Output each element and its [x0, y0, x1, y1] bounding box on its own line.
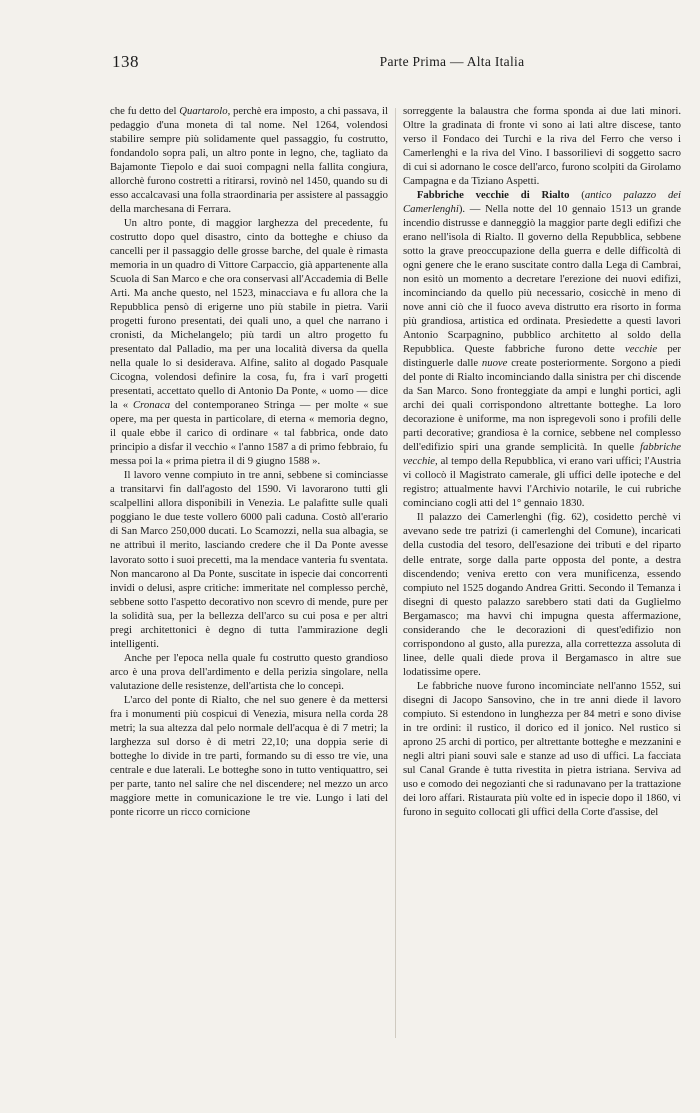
running-title: Parte Prima — Alta Italia: [379, 54, 525, 69]
column-divider: [395, 108, 396, 1038]
text-run: , perchè era imposto, a chi passava, il pedaggio d'una moneta di tal nome. Nel 1264, volendosi stabilire sempre più solidamente quel passaggio, fu costrutto, fondandolo sopra pali, un altro ponte in legno, che, tagliato da Bajamonte Tiepolo e dai suoi compagni nella fallita congiura, allorchè furono costretti a ritirarsi, rovinò nel 1450, quando su di esso accalcavasi una folla straordinaria per assistere al passaggio della marchesana di Ferrara.: [110, 105, 388, 216]
paragraph: [110, 468, 388, 650]
text-run: Il lavoro venne compiuto in tre anni, sebbene si cominciasse a transitarvi fin dall'agosto del 1590. Vi lavorarono tutti gli scalpellini allora disponibili in Venezia. Le palafitte sulle quali poggiano le due teste vollero 6000 pali caduna. Costò all'erario di San Marco 250,000 ducati. Lo Scamozzi, nella sua albagia, se ne attribuì il merito, lasciando credere che il Da Ponte avesse lavorato sotto i suoi precetti, ma la mendace vanteria fu sventata. Non mancarono al Da Ponte, suscitate in ispecie dai concorrenti invidi o delusi, aspre critiche: immeritate nel complesso perchè, sebbene sotto l'aspetto decorativo non scevro di mende, pure per la solidità sua, per la bellezza dell'arco su cui posa e per altri pregi architettonici è degno di tutta l'ammirazione degli intelligenti.: [110, 469, 388, 650]
page-number: 138: [112, 52, 139, 71]
text-run: create posteriormente. Sorgono a piedi del ponte di Rialto incominciando dalla sinistra per chi discende da San Marco. Sono fronteggiate da ampi e lunghi portici, agli archi dei quali corrispondono altrettante botteghe. La loro decorazione è uniforme, ma non ispregevoli sono i profili delle parti decorative; grandiosa è la cornice, sebbene nel complesso dell'edifizio spiri una grande semplicità. In quelle: [403, 357, 681, 454]
paragraph: [110, 651, 388, 693]
text-run: Le fabbriche nuove furono incominciate nell'anno 1552, sui disegni di Jacopo Sansovino, che in tre anni diede il lavoro compiuto. Si estendono in lunghezza per 84 metri e sono divise in tre ordini: il rustico, il dorico ed il jonico. Nel rustico si aprono 25 archi di portico, per altrettante botteghe e mezzanini e negli altri piani souvi sale e stanze ad uso di uffici. La facciata sul Canal Grande è tutta rivestita in pietra istriana. Serviva ad uso e comodo dei negozianti che si radunavano per la trattazione dei loro affari. Ristaurata più volte ed in ispecie dopo il 1860, vi furono in seguito collocati gli uffici della Corte d'assise, del: [403, 679, 681, 818]
italic-text: Cronaca: [133, 399, 171, 412]
italic-text: vecchie: [625, 343, 658, 356]
text-run: L'arco del ponte di Rialto, che nel suo genere è da mettersi fra i monumenti più cospicui di Venezia, misura nella corda 28 metri; la sua altezza dal pelo normale dell'acqua è di 7 metri; la larghezza sul dorso è di metri 22,10; una doppia serie di botteghe lo divide in tre parti, formando su di esso tre vie, una centrale e due laterali. Le botteghe sono in tutto ventiquattro, sei per parte, tanto nel salire che nel discendere; nel mezzo un arco maggiore mette in comunicazione le tre vie. Lungo i lati del ponte ricorre un ricco cornicione: [110, 693, 388, 818]
paragraph: [403, 510, 681, 678]
text-run: sorreggente la balaustra che forma sponda ai due lati minori. Oltre la gradinata di fronte vi sono ai lati altre discese, tanto verso il Fondaco dei Turchi e la riva del Ferro che verso i Camerlenghi e la riva del Vino. I bassorilievi di soggetto sacro di cui si adornano le cosce dell'arco, furono scolpiti da Girolamo Campagna e da Tiziano Aspetti.: [403, 105, 681, 188]
text-run: Un altro ponte, di maggior larghezza del precedente, fu costrutto dopo quel disastro, cinto da botteghe e chiuso da cancelli per il passaggio delle grosse barche, del quale è rimasta memoria in un quadro di Vittore Carpaccio, già appartenente alla Scuola di San Marco e che ora conservasi all'Accademia di Belle Arti. Ma anche questo, nel 1523, minacciava e fu allora che la Repubblica pensò di erigerne uno più stabile in pietra. Varii progetti furono presentati, dei quali uno, a quel che narrano i cronisti, da Michelangelo; più tardi un altro progetto fu presentato dal Palladio, ma per una località diversa da quella nella quale lo si desiderava. Alfine, salito al dogado Pasquale Cicogna, volendosi definire la cosa, fu, fra i varî progetti presentati, accettato quello di Antonio Da Ponte, « uomo — dice la «: [110, 217, 388, 412]
paragraph: [403, 104, 681, 188]
italic-text: Quartarolo: [179, 105, 228, 117]
italic-text: antico palazzo dei Camerlenghi: [403, 189, 682, 216]
paragraph: [110, 216, 388, 468]
italic-text: nuove: [481, 357, 508, 370]
right-text-column: [403, 104, 681, 819]
paragraph: [110, 104, 388, 216]
paragraph: [403, 679, 681, 819]
left-text-column: [110, 104, 388, 819]
text-run: Anche per l'epoca nella quale fu costrutto questo grandioso arco è una prova dell'ardimento e della perizia singolare, nella valutazione delle resistenze, dell'artista che lo concepì.: [110, 651, 388, 692]
text-run: del contemporaneo Stringa — per molte « sue opere, ma per questa in particolare, di eterna « memoria degno, il quale ebbe il carico di ordinare « tal fabbrica, onde dato principio a disfar il vecchio « l'anno 1587 a di primo febbraio, fu messa poi la « prima pietra il di 9 giugno 1588 ».: [110, 399, 388, 468]
text-run: (: [569, 189, 585, 202]
page-header: [112, 52, 672, 74]
text-run: per distinguerle dalle: [403, 343, 681, 370]
text-run: Il palazzo dei Camerlenghi (fig. 62), cosidetto perchè vi avevano sede tre patrizi (i camerlenghi del Comune), incaricati della custodia del tesoro, dell'esazione dei tributi e del riparto delle entrate, sorge dalla parte opposta del ponte, a destra discendendo; veniva eretto con vera munificenza, essendo compiuto nel 1525 dogando Andrea Gritti. Secondo il Temanza i disegni di questo palazzo sarebbero stati dati da Guglielmo Bergamasco; ma havvi chi impugna questa affermazione, considerando che le decorazioni di quest'edifizio non corrispondono al gusto, alla purezza, alla correttezza assoluta di linee, delle quali diede prova il Bergamasco in altre sue lodatissime opere.: [403, 511, 681, 678]
paragraph: [403, 188, 681, 510]
text-run: che fu detto del: [110, 105, 180, 117]
italic-text: fabbriche vecchie: [403, 441, 681, 468]
text-run: ). — Nella notte del 10 gennaio 1513 un grande incendio distrusse e danneggiò la maggior parte degli edifizi che erano nell'isola di Rialto. Il governo della Repubblica, sebbene sotto la grave preoccupazione della guerra e delle difficoltà di ogni genere che le erano suscitate contro dalla Lega di Cambrai, non esitò un momento a decretare l'erezione dei nuovi edifizi, incominciando da quello più necessario, cosicchè in meno di nove anni ciò che il fuoco aveva distrutto era risorto in forma più grandiosa, artistica ed ordinata. Presiedette a questi lavori Antonio Scarpagnino, pubblico architetto al soldo della Repubblica. Queste fabbriche furono dette: [403, 203, 681, 356]
section-heading: Fabbriche vecchie di Rialto: [416, 189, 570, 202]
text-run: , al tempo della Repubblica, vi erano vari uffici; l'Austria vi collocò il Magistrato camerale, gli uffici delle ipoteche e del registro; attualmente havvi l'Archivio notarile, le cui rubriche cominciano cogli atti del 1° gennaio 1830.: [403, 455, 681, 510]
paragraph: [110, 693, 388, 819]
